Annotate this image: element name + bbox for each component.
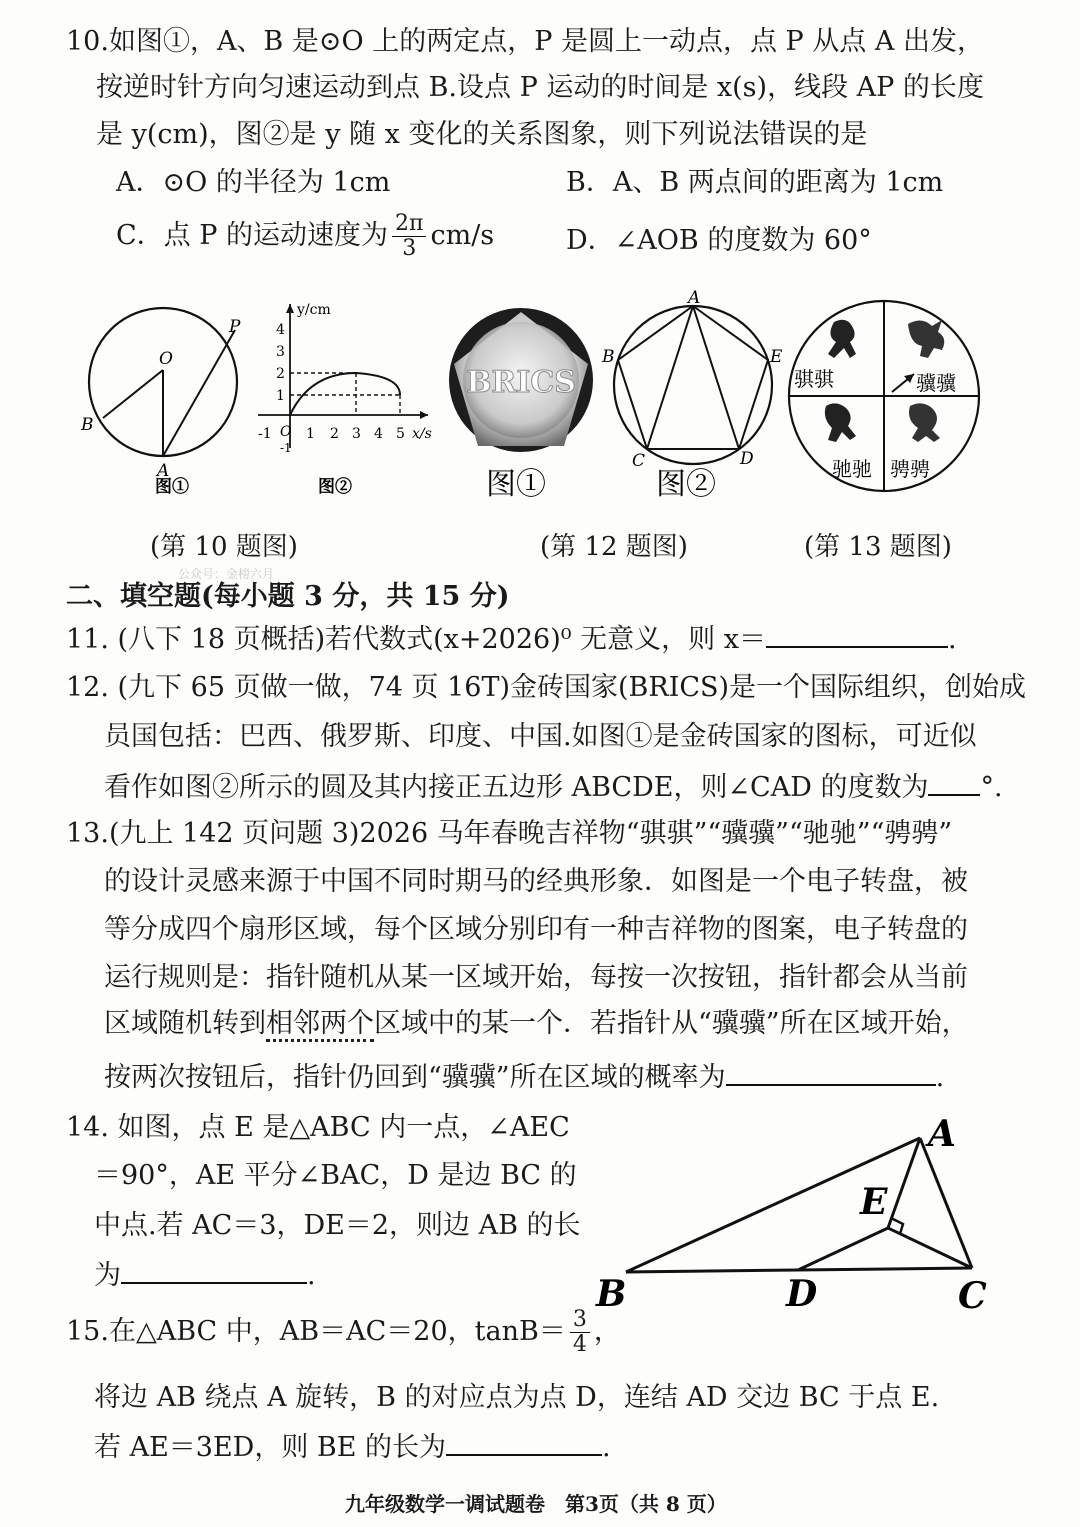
q15-line1 [66, 1308, 621, 1357]
pentagon-abcde [618, 306, 768, 449]
fig13-spinner-figure [786, 294, 986, 500]
mascot-jiji-icon [908, 320, 944, 358]
segment-ap [163, 330, 235, 456]
q12-line1: 12. (九下 65 页做一做，74 页 16T)金砖国家(BRICS)是一个国际组织，创始成 [66, 672, 1027, 703]
mascot-name-qiqi: 骐骐 [794, 367, 834, 391]
q14-line2: ＝90°，AE 平分∠BAC，D 是边 BC 的 [94, 1160, 577, 1191]
y-tick-neg1: -1 [280, 441, 292, 455]
section-2-heading: 二、填空题(每小题 3 分，共 15 分) [66, 581, 510, 612]
y-tick-2: 2 [276, 366, 285, 382]
q15-line1-post: ， [593, 1316, 621, 1347]
fig10a-caption: 图① [155, 477, 189, 497]
segment-ob [103, 370, 163, 418]
fig12-brics-logo-figure [442, 304, 600, 504]
q15-line2: 将边 AB 绕点 A 旋转，B 的对应点为点 D，连结 AD 交边 BC 于点 E. [94, 1382, 940, 1413]
brics-logo-text: BRICS [466, 365, 576, 400]
q13-line4: 运行规则是：指针随机从某一区域开始，每按一次按钮，指针都会从当前 [104, 962, 968, 993]
fig10b-caption: 图② [318, 477, 352, 497]
caption-q10: (第 10 题图) [150, 532, 298, 562]
fig14-triangle-figure [592, 1108, 1002, 1318]
q15-line1-pre: 15.在△ABC 中，AB＝AC＝20，tanB＝ [66, 1316, 566, 1347]
q13-emphasis: 相邻两个 [266, 1008, 374, 1042]
caption-q13: (第 13 题图) [804, 532, 952, 562]
q13-line6 [104, 1060, 944, 1094]
segment-de [798, 1228, 888, 1270]
q10-line3: 是 y(cm)，图②是 y 随 x 变化的关系图象，则下列说法错误的是 [96, 119, 868, 150]
q15-line3 [94, 1430, 611, 1464]
label-p: P [229, 317, 241, 337]
label-b: B [596, 1273, 627, 1315]
label-d: D [740, 449, 754, 469]
q10-option-d: D．∠AOB 的度数为 60° [566, 225, 872, 256]
fraction-denominator: 3 [402, 236, 417, 261]
fig12a-caption: 图① [486, 467, 546, 502]
origin-label: O [280, 424, 292, 440]
x-tick-5: 5 [396, 426, 405, 442]
label-a: A [928, 1113, 956, 1155]
label-d: D [786, 1273, 818, 1315]
q10-option-a: A．⊙O 的半径为 1cm [116, 167, 391, 198]
q11-answer-blank[interactable] [766, 622, 948, 648]
fig12-pentagon-figure [596, 290, 792, 506]
x-tick-1: 1 [306, 426, 315, 442]
mascot-chengcheng-icon [909, 403, 940, 442]
q15-end: . [602, 1432, 611, 1463]
fig10-graph-figure [250, 298, 440, 498]
q13-end: . [935, 1062, 945, 1093]
label-b: B [602, 347, 615, 367]
q15-answer-blank[interactable] [446, 1430, 602, 1456]
x-axis-arrow-icon [420, 411, 428, 419]
segment-ac [647, 306, 693, 449]
q12-answer-blank[interactable] [928, 770, 980, 796]
q13-line6-text: 按两次按钮后，指针仍回到“骥骥”所在区域的概率为 [104, 1062, 726, 1093]
watermark: 公众号：金榜六月 [178, 567, 275, 581]
label-a: A [157, 461, 170, 481]
q10-line2: 按逆时针方向匀速运动到点 B.设点 P 运动的时间是 x(s)，线段 AP 的长度 [96, 72, 984, 103]
q14-line3: 中点.若 AC＝3，DE＝2，则边 AB 的长 [94, 1210, 581, 1241]
q13-line3: 等分成四个扇形区域，每个区域分别印有一种吉祥物的图案，电子转盘的 [104, 914, 968, 945]
q10-option-c-fraction [392, 212, 426, 261]
x-axis-label: x/s [412, 426, 432, 442]
q10-option-c [116, 212, 494, 261]
q13-line5-post: 区域中的某一个．若指针从“骥骥”所在区域开始， [374, 1008, 969, 1039]
mascot-qiqi-icon [828, 320, 856, 358]
label-o: O [159, 349, 173, 369]
fraction-numerator: 2π [392, 212, 426, 237]
q14-line4 [94, 1258, 316, 1292]
label-c: C [632, 451, 646, 471]
caption-q12: (第 12 题图) [540, 532, 688, 562]
q15-tan-fraction [570, 1308, 590, 1357]
fraction-numerator: 3 [570, 1308, 590, 1333]
q13-line5-pre: 区域随机转到 [104, 1008, 266, 1039]
mascot-name-jiji: 骥骥 [916, 371, 956, 395]
x-tick-4: 4 [374, 426, 383, 442]
q13-line2: 的设计灵感来源于中国不同时期马的经典形象．如图是一个电子转盘，被 [104, 866, 968, 897]
label-e: E [860, 1181, 888, 1223]
q11-end: . [947, 624, 957, 655]
label-e: E [770, 347, 783, 367]
fraction-denominator: 4 [572, 1332, 587, 1357]
label-a: A [688, 290, 701, 308]
q12-line3 [104, 770, 1003, 804]
y-axis-arrow-icon [286, 304, 294, 313]
y-axis-label: y/cm [297, 302, 331, 318]
fig10-circle-figure [75, 300, 255, 500]
fig12b-caption: 图② [656, 467, 716, 502]
mascot-chichi-icon [825, 403, 856, 442]
mascot-name-chengcheng: 骋骋 [890, 457, 930, 481]
circumcircle [614, 306, 772, 464]
q12-line3-text: 看作如图②所示的圆及其内接正五边形 ABCDE，则∠CAD 的度数为 [104, 772, 929, 803]
y-tick-3: 3 [276, 344, 285, 360]
q14-line1: 14. 如图，点 E 是△ABC 内一点，∠AEC [66, 1112, 570, 1143]
q10-option-c-unit: cm/s [430, 220, 495, 251]
label-c: C [958, 1275, 987, 1317]
label-b: B [81, 415, 94, 435]
segment-ad [693, 306, 739, 449]
q13-line1: 13.(九上 142 页问题 3)2026 马年春晚吉祥物“骐骐”“骥骥”“驰驰”“骋骋” [66, 818, 953, 849]
curve-y-vs-x [290, 373, 400, 415]
y-tick-1: 1 [276, 388, 285, 404]
q10-option-b: B．A、B 两点间的距离为 1cm [566, 167, 944, 198]
q11 [66, 622, 957, 656]
x-tick-neg1: -1 [258, 426, 272, 442]
q13-answer-blank[interactable] [726, 1060, 936, 1086]
q10-line1: 10.如图①，A、B 是⊙O 上的两定点，P 是圆上一动点，点 P 从点 A 出发， [66, 26, 984, 57]
page-footer: 九年级数学一调试题卷 第3页（共 8 页） [345, 1492, 727, 1516]
x-tick-3: 3 [352, 426, 361, 442]
q14-answer-blank[interactable] [121, 1258, 307, 1284]
q14-line4-text: 为 [94, 1260, 121, 1291]
q12-end: °. [980, 772, 1003, 803]
q15-line3-text: 若 AE＝3ED，则 BE 的长为 [94, 1432, 447, 1463]
q13-line5 [104, 1008, 969, 1040]
q10-option-c-text: C．点 P 的运动速度为 [116, 220, 388, 251]
y-tick-4: 4 [276, 322, 285, 338]
q14-end: . [307, 1260, 316, 1291]
mascot-name-chichi: 驰驰 [832, 457, 872, 481]
q11-text: 11. (八下 18 页概括)若代数式(x+2026)⁰ 无意义，则 x＝ [66, 624, 766, 655]
x-tick-2: 2 [330, 426, 339, 442]
q12-line2: 员国包括：巴西、俄罗斯、印度、中国.如图①是金砖国家的图标，可近似 [104, 721, 977, 752]
